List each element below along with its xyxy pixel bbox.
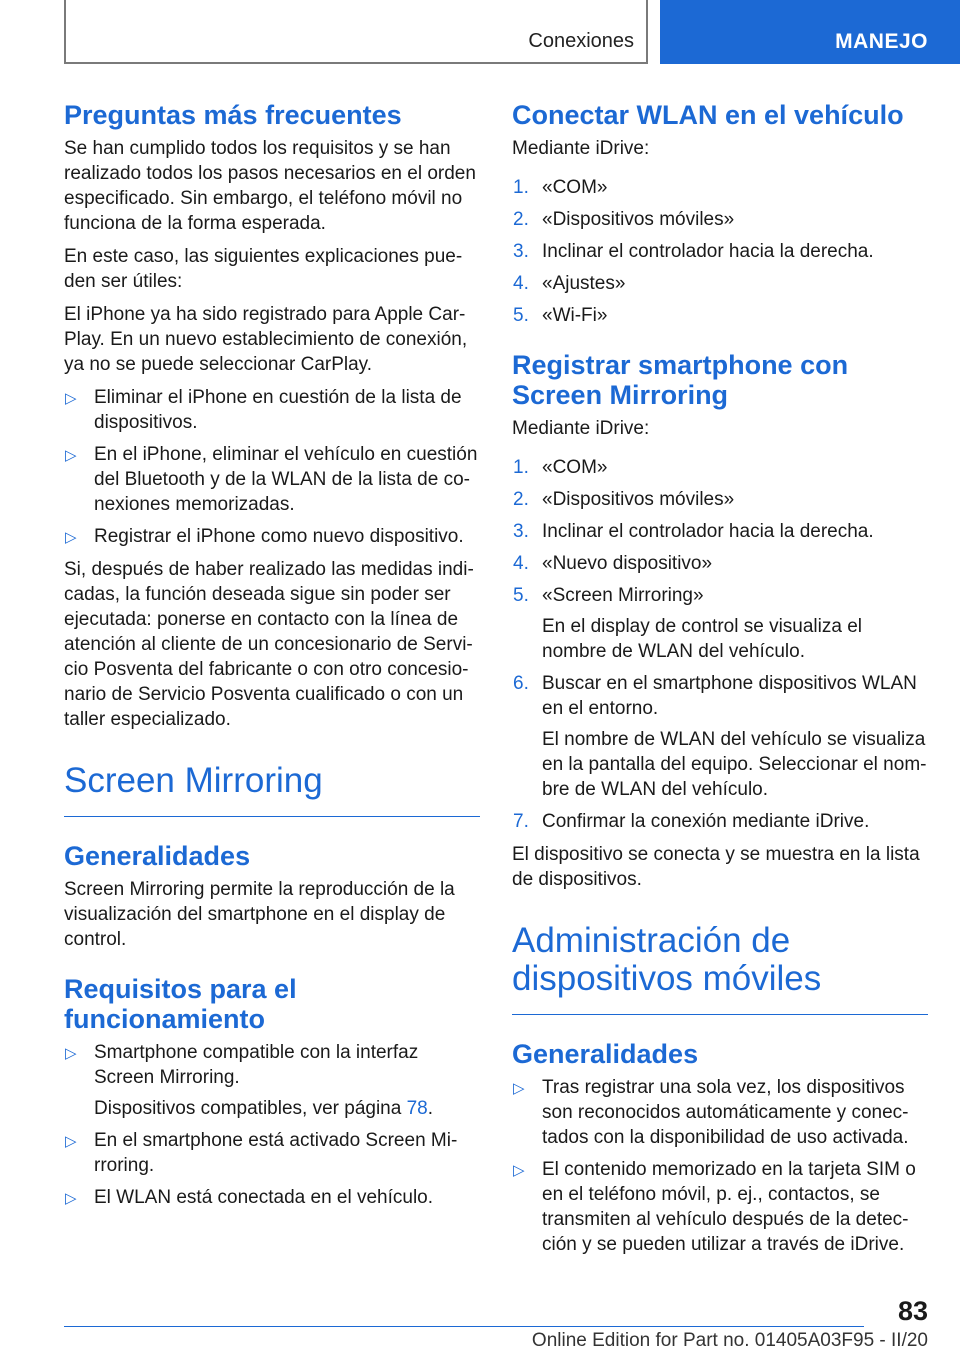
list-item: ▷ El WLAN está conectada en el vehículo. — [64, 1185, 480, 1210]
list-item-note: Dispositivos compatibles, ver página 78. — [94, 1098, 434, 1119]
list-item: ▷ Eliminar el iPhone en cuestión de la lista de dispositivos. — [65, 387, 462, 433]
triangle-bullet-icon: ▷ — [65, 529, 77, 546]
registrar-heading: Registrar smartphone con Screen Mirroring — [512, 350, 849, 410]
list-item-note: En el display de control se visualiza el nombre de WLAN del vehículo. — [542, 616, 863, 662]
list-item: 4. «Nuevo dispositivo» — [513, 553, 713, 574]
list-item: ▷ El contenido memorizado en la tarjeta SIM o en el teléfono móvil, p. ej., contactos, se transmiten al vehículo después de la detec‐ción y se pueden utilizar a través de iDrive. — [513, 1159, 916, 1255]
administracion-chapter-heading: Administración de dispositivos móviles — [512, 922, 928, 1015]
list-item-note: El nombre de WLAN del vehículo se visualiza en la pantalla del equipo. Seleccionar el nom‐bre de WLAN del vehículo. — [542, 729, 927, 800]
wlan-steps — [512, 175, 928, 328]
generalidades-heading: Generalidades — [64, 841, 251, 871]
header-chapter-label: MANEJO — [835, 30, 928, 53]
triangle-bullet-icon: ▷ — [65, 1045, 77, 1062]
list-item: 4. «Ajustes» — [513, 273, 626, 294]
right-column — [512, 100, 928, 1265]
registrar-intro: Mediante iDrive: — [512, 418, 650, 439]
page-reference-link[interactable]: 78 — [406, 1098, 428, 1119]
list-item: 3. Inclinar el controlador hacia la derecha. — [513, 241, 874, 262]
list-item: 7. Confirmar la conexión mediante iDrive. — [513, 811, 870, 832]
list-item: 2. «Dispositivos móviles» — [513, 489, 735, 510]
registrar-outro: El dispositivo se conecta y se muestra en la lista de dispositivos. — [512, 844, 920, 890]
triangle-bullet-icon: ▷ — [513, 1080, 525, 1097]
faq-heading: Preguntas más frecuentes — [64, 100, 402, 130]
triangle-bullet-icon: ▷ — [65, 1133, 77, 1150]
faq-paragraph-3: El iPhone ya ha sido registrado para Apple Car‐Play. En un nuevo establecimiento de conexión, ya no se puede seleccionar CarPlay. — [64, 304, 468, 375]
list-item: 5. «Wi-Fi» — [513, 305, 608, 326]
triangle-bullet-icon: ▷ — [65, 1190, 77, 1207]
list-item: 3. Inclinar el controlador hacia la derecha. — [513, 521, 874, 542]
list-item: 1. «COM» — [513, 177, 608, 198]
list-item: ▷ En el iPhone, eliminar el vehículo en cuestión del Bluetooth y de la WLAN de la lista de co‐nexiones memorizadas. — [65, 444, 478, 515]
wlan-intro: Mediante iDrive: — [512, 138, 650, 159]
list-item: ▷ Tras registrar una sola vez, los dispositivos son reconocidos automáticamente y conec‐tados con la disponibilidad de uso activada. — [513, 1077, 909, 1148]
adm-generalidades-heading: Generalidades — [512, 1039, 699, 1069]
faq-paragraph-1: Se han cumplido todos los requisitos y se han realizado todos los pasos necesarios en el orden especificado. Sin embargo, el teléfono móvil no funciona de la forma esperada. — [64, 138, 476, 234]
header-section-title: Conexiones — [528, 30, 634, 52]
list-item: ▷ Smartphone compatible con la interfaz Screen Mirroring. Dispositivos compatibles, ver página 78. — [64, 1040, 480, 1121]
triangle-bullet-icon: ▷ — [513, 1162, 525, 1179]
footer-edition: Online Edition for Part no. 01405A03F95 - II/20 — [531, 1330, 928, 1351]
faq-paragraph-4: Si, después de haber realizado las medidas indi‐cadas, la función deseada sigue sin poder ser ejecutada: ponerse en contacto con la línea de atención al cliente de un concesionario de Servi‐cio Posventa del fabricante o con otro concesio‐nario de Servicio Posventa cualificado o con un taller especializado. — [64, 559, 474, 730]
list-item: 2. «Dispositivos móviles» — [513, 209, 735, 230]
adm-list — [512, 1075, 928, 1257]
list-item: ▷ Registrar el iPhone como nuevo dispositivo. — [64, 524, 480, 549]
list-item: 1. «COM» — [513, 457, 608, 478]
requisitos-heading: Requisitos para el funcionamiento — [64, 974, 297, 1034]
header-section-box — [64, 0, 648, 64]
faq-list — [64, 385, 480, 549]
triangle-bullet-icon: ▷ — [65, 447, 77, 464]
generalidades-paragraph: Screen Mirroring permite la reproducción de la visualización del smartphone en el display de control. — [64, 879, 455, 950]
wlan-heading: Conectar WLAN en el vehículo — [512, 100, 904, 130]
screen-mirroring-chapter-heading: Screen Mirroring — [64, 762, 480, 817]
list-item: 5. «Screen Mirroring» En el display de control se visualiza el nombre de WLAN del vehículo. — [512, 583, 928, 664]
footer-divider — [64, 1326, 864, 1327]
left-column — [64, 100, 480, 1218]
triangle-bullet-icon: ▷ — [65, 390, 77, 407]
list-item: ▷ En el smartphone está activado Screen Mi‐rroring. — [65, 1130, 458, 1176]
requisitos-list — [64, 1040, 480, 1210]
header-chapter-tab[interactable] — [660, 0, 960, 64]
faq-paragraph-2: En este caso, las siguientes explicaciones pue‐den ser útiles: — [64, 246, 463, 292]
registrar-steps — [512, 455, 928, 834]
list-item: 6. Buscar en el smartphone dispositivos WLAN en el entorno. El nombre de WLAN del vehículo se visualiza en la pantalla del equipo. Seleccionar el nom‐bre de WLAN del vehículo. — [513, 673, 927, 800]
page-number: 83 — [897, 1296, 928, 1326]
